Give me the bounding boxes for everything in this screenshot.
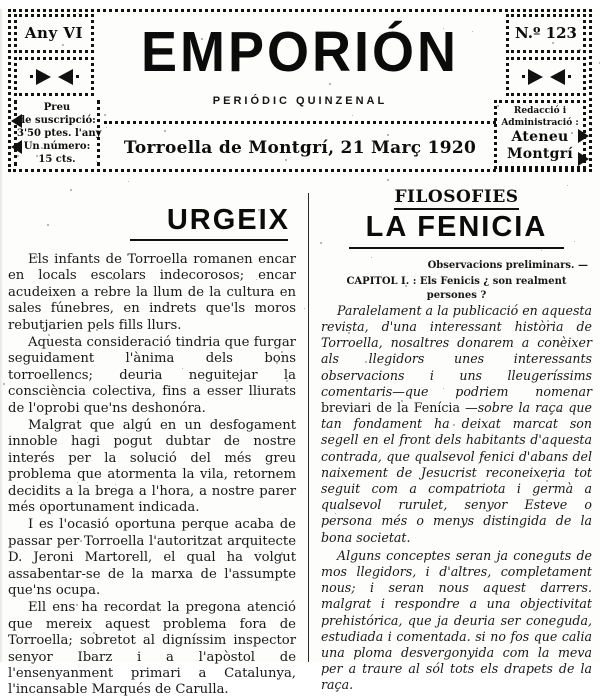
year-label: Any VI [24,24,84,42]
right-arrow-icon [578,129,589,143]
ornament-box-left [14,57,94,96]
office-address-box [494,100,586,169]
ornament-box-right [506,57,586,96]
price-line-3: 3'50 ptes. l'any [17,128,102,139]
standfirst [321,259,592,303]
paragraph: I es l'ocasió oportuna perque acaba de passar per Torroella l'autoritzat arquitecte D. Jeroni Martorell, el qual ha volgut assabentar-se de la marxa de l'assumpte que'ns ocupa. [8,517,296,599]
paper-title: EMPORIÓN [140,20,460,84]
scan-edge-shadow [0,9,3,662]
headline-urgeix: URGEIX [166,204,290,236]
section-kicker [321,189,592,210]
double-triangle-ornament [522,69,571,85]
title-area [104,13,496,91]
article-body-la-fenicia [321,303,592,694]
masthead [8,9,592,172]
double-triangle-ornament [30,69,79,85]
section-kicker-label: FILOSOFIES [394,189,518,210]
column-right [309,187,592,693]
dateline: Torroella de Montgrí, 21 Març 1920 [123,138,477,158]
paragraph: Ell ens ha recordat la pregona atenció que mereix aquest problema fora de Torroella; sobretot al digníssim inspector senyor Ibarz i a l'apòstol de l'ensenyanment primari a Catalunya, l'incansable Marqués de Carulla. [8,600,296,698]
right-arrow-icon [578,152,589,166]
office-line-4: Montgrí [506,146,574,162]
headline-underline [349,247,564,249]
price-line-4: Un número: [23,141,91,152]
year-box [14,14,94,53]
paragraph [321,303,592,546]
issue-number-box [506,14,586,53]
masthead-divider [104,121,496,124]
price-line-5: 15 cts. [38,154,76,165]
headline-underline [130,239,288,241]
left-arrow-icon [11,140,22,154]
standfirst-line-1: Observacions preliminars. — [427,259,588,271]
office-line-1: Redacció i [513,106,567,116]
office-line-2: Administració : [501,118,579,128]
standfirst-line-2: CAPITOL I. : Els Fenicis ¿ son realment persones ? [346,275,567,301]
left-arrow-icon [11,114,22,128]
headline-la-fenicia: LA FENICIA [365,210,548,243]
subscription-price-box [14,100,100,166]
paragraph-roman-phrase: breviari de la Fenícia [321,399,460,415]
paragraph: Els infants de Torroella romanen encar en locals escolars indecorosos; encar acudeixen a rebre la llum de la cultura en sales fúnebres, en indrets que'ls moros rebutjarien pels fills llurs. [8,251,296,333]
office-line-3: Ateneu [511,129,569,145]
paragraph: Alguns conceptes seran ja coneguts de mos llegidors, i d'altres, completament nous; i seran nous aquest darrers. malgrat i respondre a una objectivitat prehistórica, que ja deuria ser coneguda, estudiada i comentada. si no fos que calia una ploma desvergonyida com la meva per a traure al sól tots els drapets de la raça. [321,547,592,693]
issue-number-label: N.º 123 [514,24,577,42]
paragraph: Aquesta consideració tindria que furgar seguidament l'ànima dels bons torroellencs; deuria neguitejar la consciència colectiva, fins a esser lliurats de l'oprobi que'ns deshonóra. [8,334,296,416]
article-columns [8,187,592,698]
newspaper-page [0,9,600,698]
paper-subtitle: PERIÓDIC QUINZENAL [212,95,388,107]
price-line-2: de suscripció: [18,115,96,126]
paragraph-part: —sobre la raça que tan fondament ha deixat marcat son segell en el front dels habitants d'aquesta contrada, que qualsevol fenici d'abans del naixement de Jesucrist reconeixeria tot seguit com a compatriota i germà a qualsevol rurulet, senyor Esteve o persona més o menys distingida de la bona societat. [321,399,592,545]
price-line-1: Preu [43,102,71,113]
article-body-urgeix [8,252,296,699]
column-left [8,189,308,698]
paragraph-part: Paralelament a la publicació en aquesta revista, d'una interessant història de Torroella, nosaltres donarem a conèixer als llegidors unes interessants observacions i uns lleugeríssims comentaris—que podriem nomenar [321,302,592,399]
paragraph: Malgrat que algú en un desfogament innoble hagi pogut dubtar de nostre interés per la solució del més greu problema que atormenta la vila, retornem decidits a la brega a l'hora, a nostre parer més oportunament indicada. [8,417,296,515]
